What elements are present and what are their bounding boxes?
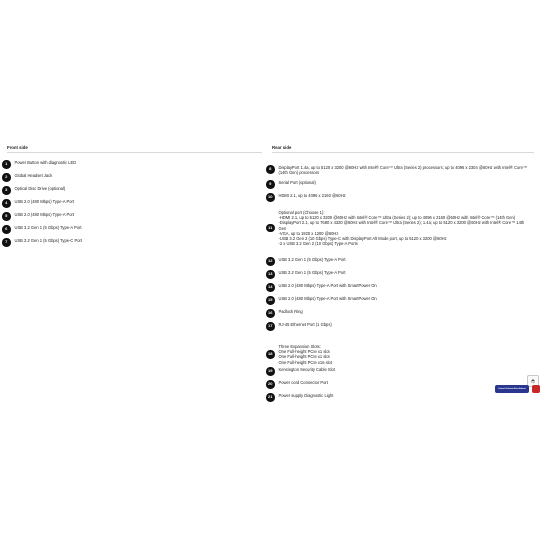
- item-number-badge: 7: [2, 238, 11, 247]
- item-description-line: Optical Disc Drive (optional): [14, 186, 66, 191]
- list-item: [266, 180, 532, 189]
- list-item: [2, 225, 257, 234]
- item-number-badge: 19: [266, 367, 275, 376]
- item-number-badge: 3: [2, 186, 11, 195]
- item-description: [279, 380, 328, 385]
- item-description-line: USB 3.2 Gen 1 (5 Gbps) Type-A Port: [14, 225, 82, 230]
- item-number-badge: 5: [2, 212, 11, 221]
- list-item: [266, 393, 532, 402]
- list-item: [2, 173, 257, 182]
- list-item: [266, 270, 532, 279]
- rear-side-divider: [272, 152, 534, 153]
- item-number-badge: 13: [266, 270, 275, 279]
- item-number-badge: 16: [266, 309, 275, 318]
- item-description-line: USB 2.0 (480 Mbps) Type-A Port with SmartPower On: [278, 296, 377, 301]
- item-description: [279, 344, 332, 365]
- item-description: [15, 225, 82, 230]
- item-description-line: Three Expansion Slots:: [278, 344, 321, 349]
- item-description-line: USB 3.2 Gen 1 (5 Gbps) Type-A Port: [278, 257, 346, 262]
- item-description-line: USB 2.0 (480 Mbps) Type-A Port: [14, 199, 75, 204]
- item-description-line: USB 3.2 Gen 1 (5 Gbps) Type-A Port: [278, 270, 346, 275]
- item-description: [279, 283, 377, 288]
- item-number-badge: 2: [2, 173, 11, 182]
- item-number-badge: 14: [266, 283, 275, 292]
- list-item: [266, 309, 532, 318]
- list-item: [2, 199, 257, 208]
- item-description: [15, 173, 53, 178]
- item-description: [279, 193, 346, 198]
- item-description: [279, 309, 303, 314]
- list-item: [266, 210, 532, 246]
- item-description: [279, 257, 346, 262]
- item-description-line: One Full-height PCIe x1 slot: [278, 349, 330, 355]
- item-description-line: Power Button with diagnostic LED: [14, 160, 77, 165]
- item-description-line: -HDMI 2.1, up to 5120 x 3200 @60Hz with Intel® Core™ Ultra (Series 2); up to 4096 x 2160 @60Hz with Intel® Core™ (14th Gen): [278, 215, 516, 221]
- list-item: [2, 160, 257, 169]
- list-item: [266, 322, 532, 331]
- rear-side-heading: Rear side: [272, 145, 292, 150]
- item-description-line: USB 2.0 (480 Mbps) Type-A Port: [14, 212, 75, 217]
- feedback-tab[interactable]: [532, 385, 540, 393]
- list-item: [266, 193, 532, 202]
- list-item: [266, 344, 532, 365]
- item-description: [279, 296, 377, 301]
- item-description: [279, 393, 334, 398]
- item-number-badge: 9: [266, 180, 275, 189]
- item-number-badge: 20: [266, 380, 275, 389]
- item-description: [279, 322, 332, 327]
- item-description: [15, 212, 75, 217]
- front-side-divider: [7, 152, 262, 153]
- item-description-line: Optional port (Choose 1):: [278, 210, 325, 215]
- item-number-badge: 11: [266, 224, 275, 233]
- item-number-badge: 12: [266, 257, 275, 266]
- item-number-badge: 4: [2, 199, 11, 208]
- list-item: [266, 367, 532, 376]
- item-number-badge: 10: [266, 193, 275, 202]
- item-description-line: -USB 3.2 Gen 2 (10 Gbps) Type-C with DisplayPort Alt Mode port, up to 5120 x 3200 @60Hz: [278, 236, 447, 242]
- item-number-badge: 1: [2, 160, 11, 169]
- scroll-to-top-label: Top: [530, 380, 536, 384]
- item-description-line: Serial Port (optional): [278, 180, 316, 185]
- item-number-badge: 17: [266, 322, 275, 331]
- item-description: [15, 186, 66, 191]
- item-description-line: Kensington Security Cable Slot: [278, 367, 335, 372]
- item-description-line: USB 3.2 Gen 1 (5 Gbps) Type-C Port: [14, 238, 83, 243]
- item-description: [279, 210, 533, 246]
- item-description: [279, 165, 533, 175]
- item-description-line: -VGA, up to 1920 x 1200 @60Hz: [278, 230, 339, 236]
- item-description-line: -DisplayPort 2.1, up to 7680 x 4320 @60Hz with Intel® Core™ Ultra (Series 2); 1.4a; up to 5120 x 3200 @60Hz with Intel® Core™ 14th Gen: [278, 220, 525, 231]
- item-number-badge: 6: [2, 225, 11, 234]
- item-description-line: -2 x USB 3.2 Gen 2 (10 Gbps) Type-A Ports: [278, 241, 358, 247]
- list-item: [2, 212, 257, 221]
- item-description-line: DisplayPort 1.4a, up to 5120 x 3200 @60Hz with Intel® Core™ Ultra (Series 2) processors; up to 4096 x 2304 @60Hz with Intel® Core™ (14th Gen) processors: [278, 165, 527, 176]
- item-description-line: One Full-height PCIe x1 slot: [278, 354, 330, 360]
- front-side-heading: Front side: [7, 145, 28, 150]
- item-description-line: Padlock Ring: [278, 309, 303, 314]
- list-item: [266, 257, 532, 266]
- item-description: [15, 199, 75, 204]
- item-number-badge: 8: [266, 165, 275, 174]
- list-item: [266, 380, 532, 389]
- item-number-badge: 18: [266, 350, 275, 359]
- contact-sales-label: Contact Technical Sales Advisor: [498, 388, 526, 390]
- item-description-line: HDMI 2.1, up to 4096 x 2160 @60Hz: [278, 193, 346, 198]
- list-item: [266, 296, 532, 305]
- list-item: [2, 186, 257, 195]
- list-item: [2, 238, 257, 247]
- list-item: [266, 165, 532, 175]
- item-description: [279, 270, 346, 275]
- item-description-line: RJ-45 Ethernet Port (1 Gbps): [278, 322, 332, 327]
- item-description: [15, 238, 83, 243]
- item-description: [15, 160, 77, 165]
- item-description-line: Power cord Connector Port: [278, 380, 328, 385]
- item-description-line: One Full-height PCIe x16 slot: [278, 359, 332, 365]
- item-number-badge: 15: [266, 296, 275, 305]
- item-number-badge: 21: [266, 393, 275, 402]
- item-description-line: Power supply Diagnostic Light: [278, 393, 334, 398]
- item-description-line: Global Headset Jack: [14, 173, 53, 178]
- list-item: [266, 283, 532, 292]
- item-description: [279, 367, 335, 372]
- item-description: [279, 180, 316, 185]
- item-description-line: USB 2.0 (480 Mbps) Type-A Port with SmartPower On: [278, 283, 377, 288]
- contact-sales-button[interactable]: [495, 385, 529, 393]
